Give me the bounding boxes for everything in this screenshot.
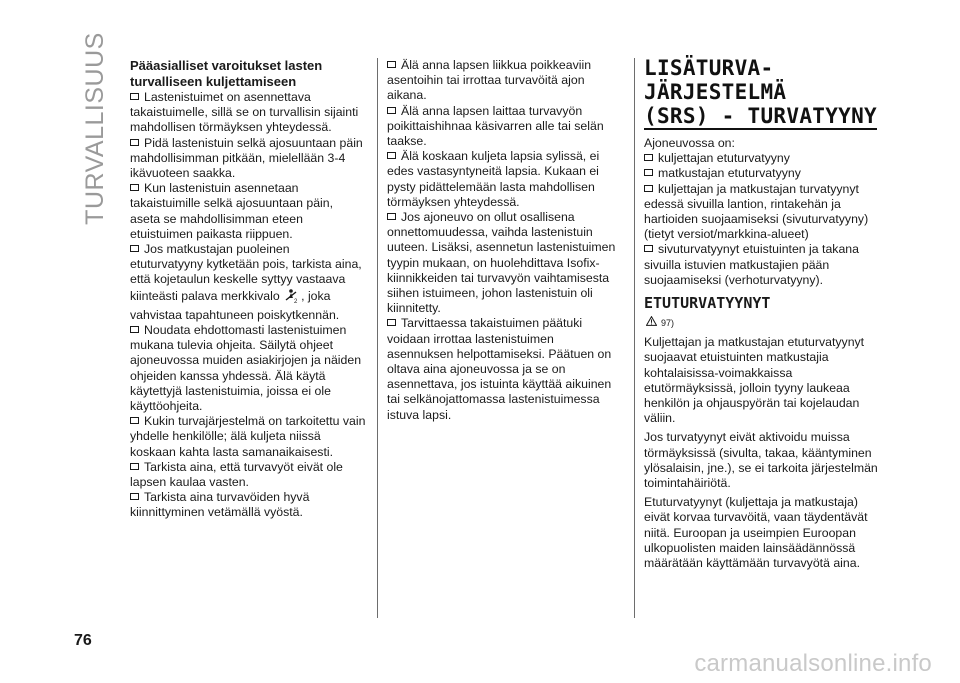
checkbox-bullet-icon (130, 93, 139, 100)
page-number: 76 (74, 632, 92, 649)
checkbox-bullet-icon (644, 154, 653, 161)
section-title-line: JÄRJESTELMÄ (644, 80, 787, 104)
airbag-off-warning-icon (283, 288, 299, 308)
warning-triangle-icon (646, 316, 657, 331)
checkbox-bullet-icon (130, 245, 139, 252)
checkbox-bullet-icon (130, 493, 139, 500)
checkbox-bullet-icon (644, 169, 653, 176)
warning-reference-number: 97) (661, 318, 675, 329)
warning-reference (646, 316, 882, 331)
list-item: Kukin turvajärjestelmä on tarkoitettu vain yhdelle henkilölle; älä kuljeta niissä koskaan kahta lasta samanaikaisesti. (130, 414, 366, 459)
list-item: Pidä lastenistuin selkä ajosuuntaan päin mahdollisimman pitkään, mielellään 3-4 ikävuoteen saakka. (130, 135, 363, 181)
checkbox-bullet-icon (387, 319, 396, 326)
paragraph: Etuturvatyynyt (kuljettaja ja matkustaja) eivät korvaa turvavöitä, vaan täydentävät niitä. Euroopan ja useimpien Euroopan ulkopuolisten maiden lainsäädännössä määrätään käyttämään turvavyötä aina. (644, 495, 868, 571)
subsection-heading: Pääasialliset varoitukset lasten turvalliseen kuljettamiseen (130, 58, 323, 89)
checkbox-bullet-icon (387, 61, 396, 68)
column-divider (634, 58, 635, 618)
list-item: Lastenistuimet on asennettava takaistuimelle, sillä se on turvallisin sijainti mahdollisen törmäyksen yhteydessä. (130, 90, 359, 135)
column-3 (644, 58, 882, 571)
section-title (644, 56, 882, 130)
checkbox-bullet-icon (387, 152, 396, 159)
list-item: Älä koskaan kuljeta lapsia sylissä, ei edes vastasyntyneitä lapsia. Kukaan ei pysty pidättelemään lasta mahdollisen törmäyksen yhteydessä. (387, 149, 600, 209)
column-1 (130, 58, 366, 521)
list-item: Noudata ehdottomasti lastenistuimen mukana tulevia ohjeita. Säilytä ohjeet ajoneuvossa muiden asiakirjojen ja näiden ohjeiden kanssa yhdessä. Älä käytä käytettyjä lastenistuimia, joissa ei ole käyttöohjeita. (130, 323, 362, 414)
chapter-title: TURVALLISUUS (80, 31, 109, 225)
intro-text: Ajoneuvossa on: (644, 136, 735, 150)
checkbox-bullet-icon (387, 107, 396, 114)
list-item: Jos ajoneuvo on ollut osallisena onnettomuudessa, vaihda lastenistuin uuteen. Lisäksi, asennetun lastenistuimen tyypin mukaan, on huolehdittava Isofix-kiinnikkeiden tai turvavyön vaihtamisesta siihen istuimeen, johon lastenistuin oli kiinnitetty. (387, 210, 616, 316)
checkbox-bullet-icon (130, 139, 139, 146)
checkbox-bullet-icon (644, 185, 653, 192)
list-item: Tarkista aina turvavöiden hyvä kiinnittyminen vetämällä vyöstä. (130, 490, 310, 520)
checkbox-bullet-icon (130, 463, 139, 470)
list-item: kuljettajan etuturvatyyny (644, 151, 882, 166)
list-item: Tarvittaessa takaistuimen päätuki voidaan irrottaa lastenistuimen asennuksen helpottamiseksi. Päätuen on oltava aina ajoneuvossa ja se on asennettava, jos istuinta käyttää aikuinen tai selkänojattomassa lastenistuimessa istuva lapsi. (387, 316, 612, 422)
checkbox-bullet-icon (130, 417, 139, 424)
paragraph: Kuljettajan ja matkustajan etuturvatyynyt suojaavat etuistuinten matkustajia kohtalaisissa-voimakkaissa etutörmäyksissä, jolloin tyyny laukeaa henkilön ja ohjauspyörän tai kojelaudan väliin. (644, 335, 865, 426)
column-divider (377, 58, 378, 618)
list-item: Älä anna lapsen liikkua poikkeaviin asentoihin tai irrottaa turvavöitä ajon aikana. (387, 58, 592, 103)
checkbox-bullet-icon (387, 213, 396, 220)
section-heading: ETUTURVATYYNYT (644, 294, 771, 313)
list-item: Kun lastenistuin asennetaan takaistuimille selkä ajosuuntaan päin, aseta se mahdollisimman eteen etuistuimen paikasta riippuen. (130, 181, 334, 241)
list-item: sivuturvatyynyt etuistuinten ja takana sivuilla istuvien matkustajien pään suojaamiseksi (verhoturvatyyny). (644, 242, 859, 287)
checkbox-bullet-icon (130, 184, 139, 191)
list-item: Tarkista aina, että turvavyöt eivät ole lapsen kaulaa vasten. (130, 459, 343, 490)
paragraph: Jos turvatyynyt eivät aktivoidu muissa törmäyksissä (sivulta, takaa, kääntyminen ylösalaisin, jne.), se ei tarkoita järjestelmän toimintahäiriötä. (644, 430, 878, 491)
list-item: kuljettajan ja matkustajan turvatyynyt edessä sivuilla lantion, rintakehän ja hartioiden suojaamiseksi (sivuturvatyyny) (tietyt versiot/markkina-alueet) (644, 181, 869, 242)
section-title-line: LISÄTURVA- (644, 56, 774, 80)
list-item: matkustajan etuturvatyyny (644, 166, 882, 181)
list-item: Älä anna lapsen laittaa turvavyön poikittaishihnaa käsivarren alle tai selän taakse. (387, 103, 604, 149)
column-2 (387, 58, 623, 423)
watermark: carmanualsonline.info (694, 650, 932, 677)
checkbox-bullet-icon (644, 245, 653, 252)
checkbox-bullet-icon (130, 326, 139, 333)
list-item: Jos matkustajan puoleinen etuturvatyyny kytketään pois, tarkista aina, että kojetaulun keskelle syttyy vastaava kiinteästi palava merkkivalo 2 , joka vahvistaa tapahtuneen poiskytkennän. (130, 242, 362, 322)
section-title-line: (SRS) - TURVATYYNY (644, 104, 877, 128)
svg-text:2: 2 (294, 298, 298, 304)
chapter-side-label (80, 31, 109, 225)
